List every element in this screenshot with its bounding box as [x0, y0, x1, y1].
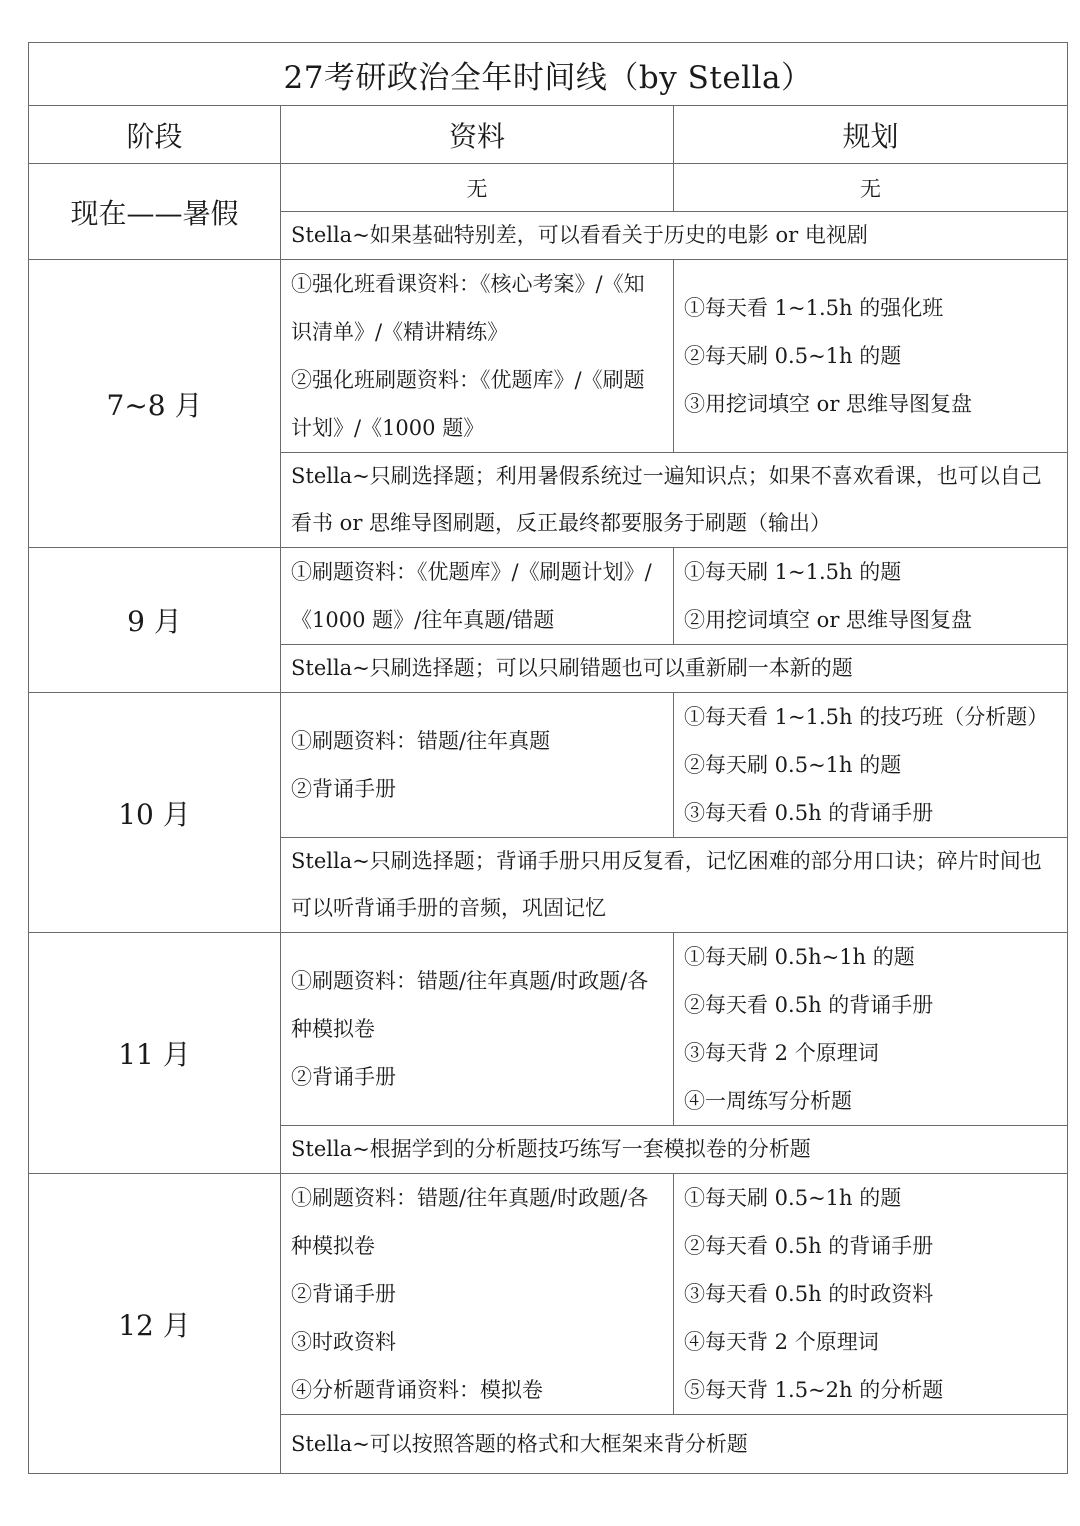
header-materials: 资料 [281, 106, 674, 164]
plan-item: ④一周练写分析题 [684, 1089, 852, 1113]
stage-cell: 7~8 月 [29, 260, 281, 548]
materials-item: ②背诵手册 [291, 1282, 396, 1306]
note-cell: Stella~只刷选择题；可以只刷错题也可以重新刷一本新的题 [281, 645, 1068, 693]
plan-item: ①每天刷 0.5~1h 的题 [684, 1186, 902, 1210]
plan-item: ①每天看 1~1.5h 的技巧班（分析题） [684, 705, 1049, 729]
plan-item: ①每天刷 0.5h~1h 的题 [684, 945, 915, 969]
plan-item: ①每天刷 1~1.5h 的题 [684, 560, 902, 584]
materials-item: ②强化班刷题资料：《优题库》/《刷题计划》/《1000 题》 [291, 368, 645, 440]
plan-item: ③每天看 0.5h 的时政资料 [684, 1282, 934, 1306]
plan-item: ③每天看 0.5h 的背诵手册 [684, 801, 934, 825]
note-cell: Stella~如果基础特别差，可以看看关于历史的电影 or 电视剧 [281, 212, 1068, 260]
header-plan: 规划 [674, 106, 1068, 164]
plan-item: ⑤每天背 1.5~2h 的分析题 [684, 1378, 944, 1402]
materials-item: ①刷题资料：错题/往年真题/时政题/各种模拟卷 [291, 1186, 649, 1258]
stage-cell: 11 月 [29, 933, 281, 1174]
materials-item: ②背诵手册 [291, 777, 396, 801]
table-row [29, 260, 1068, 453]
plan-item: ②每天看 0.5h 的背诵手册 [684, 993, 934, 1017]
timeline-table [28, 42, 1068, 1474]
materials-item: ②背诵手册 [291, 1065, 396, 1089]
materials-item: ④分析题背诵资料：模拟卷 [291, 1378, 543, 1402]
plan-cell [674, 260, 1068, 453]
plan-cell [674, 1174, 1068, 1415]
materials-item: ①刷题资料：错题/往年真题 [291, 729, 551, 753]
stage-cell: 现在——暑假 [29, 164, 281, 260]
materials-item: ①强化班看课资料：《核心考案》/《知识清单》/《精讲精练》 [291, 272, 645, 344]
plan-item: ②每天刷 0.5~1h 的题 [684, 753, 902, 777]
header-row [29, 106, 1068, 164]
plan-item: ④每天背 2 个原理词 [684, 1330, 879, 1354]
materials-cell [281, 933, 674, 1126]
table-row [29, 548, 1068, 645]
plan-item: ②每天看 0.5h 的背诵手册 [684, 1234, 934, 1258]
plan-item: ①每天看 1~1.5h 的强化班 [684, 296, 944, 320]
table-row [29, 693, 1068, 838]
title-row [29, 43, 1068, 106]
plan-item: ②每天刷 0.5~1h 的题 [684, 344, 902, 368]
table-row [29, 933, 1068, 1126]
plan-cell: 无 [674, 164, 1068, 212]
stage-cell: 12 月 [29, 1174, 281, 1474]
materials-cell [281, 260, 674, 453]
plan-cell [674, 933, 1068, 1126]
table-row [29, 164, 1068, 212]
note-cell: Stella~可以按照答题的格式和大框架来背分析题 [281, 1415, 1068, 1474]
materials-cell [281, 1174, 674, 1415]
note-cell: Stella~根据学到的分析题技巧练写一套模拟卷的分析题 [281, 1126, 1068, 1174]
header-stage: 阶段 [29, 106, 281, 164]
stage-cell: 9 月 [29, 548, 281, 693]
table-title: 27考研政治全年时间线（by Stella） [29, 43, 1068, 106]
plan-item: ②用挖词填空 or 思维导图复盘 [684, 608, 973, 632]
plan-cell [674, 548, 1068, 645]
note-cell: Stella~只刷选择题；利用暑假系统过一遍知识点；如果不喜欢看课，也可以自己看书 or 思维导图刷题，反正最终都要服务于刷题（输出） [281, 453, 1068, 548]
stage-cell: 10 月 [29, 693, 281, 933]
materials-item: ①刷题资料：《优题库》/《刷题计划》/《1000 题》/往年真题/错题 [291, 560, 652, 632]
materials-cell [281, 693, 674, 838]
table-row [29, 1174, 1068, 1415]
plan-cell [674, 693, 1068, 838]
plan-item: ③每天背 2 个原理词 [684, 1041, 879, 1065]
plan-item: ③用挖词填空 or 思维导图复盘 [684, 392, 973, 416]
materials-cell: 无 [281, 164, 674, 212]
materials-item: ③时政资料 [291, 1330, 396, 1354]
note-cell: Stella~只刷选择题；背诵手册只用反复看，记忆困难的部分用口诀；碎片时间也可以听背诵手册的音频，巩固记忆 [281, 838, 1068, 933]
materials-item: ①刷题资料：错题/往年真题/时政题/各种模拟卷 [291, 969, 649, 1041]
materials-cell [281, 548, 674, 645]
